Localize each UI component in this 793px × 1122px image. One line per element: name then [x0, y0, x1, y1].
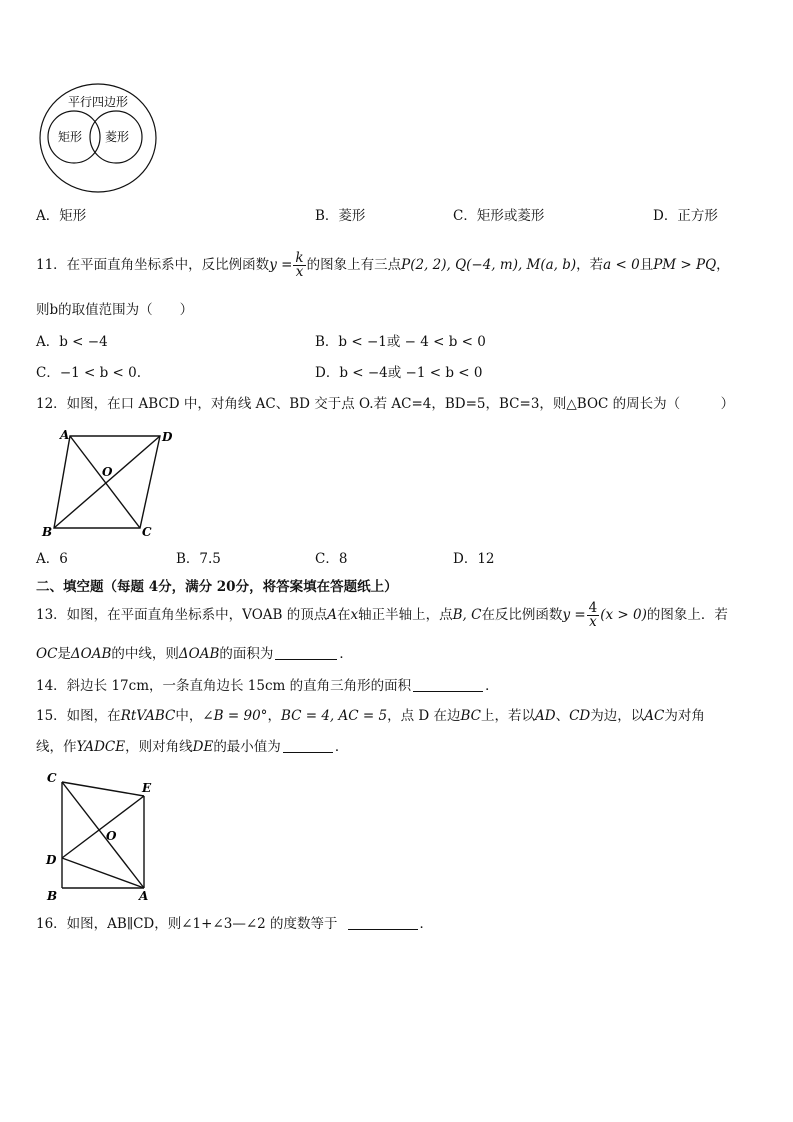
q13-part2: 在	[336, 607, 351, 623]
q15-cd: CD	[569, 708, 591, 724]
venn-left-label: 矩形	[58, 130, 83, 144]
q15-part1: 15．如图，在	[36, 708, 121, 724]
q15-bc2: BC	[460, 708, 481, 724]
q13-line1	[36, 600, 728, 630]
q13-bc: B, C	[452, 607, 482, 623]
q15-label-a: A	[139, 889, 149, 903]
q11-line2: 则b的取值范围为（ ）	[36, 302, 194, 318]
q15-label-e: E	[142, 781, 152, 795]
q15-parallelogram: YADCE	[76, 739, 126, 755]
q11-frac-den: x	[295, 264, 304, 280]
q13-is: 是	[57, 646, 71, 662]
q11-fraction	[293, 252, 305, 279]
q15-segment-ce	[62, 782, 144, 796]
q15-line2-c: ，则对角线	[125, 739, 193, 755]
q14-text: 14．斜边长 17cm，一条直角边长 15cm 的直角三角形的面积	[36, 678, 412, 694]
q13-yeq: y =	[562, 607, 586, 623]
q15-line2-e: 的最小值为	[213, 739, 281, 755]
q12-option-b: B．7.5	[176, 551, 221, 567]
q13-area: 的面积为	[219, 646, 274, 662]
q11-frac-num: k	[295, 250, 304, 266]
q15-line1	[36, 707, 705, 725]
q15-angle: ∠B = 90°	[202, 708, 268, 724]
q10-option-d: D．正方形	[653, 208, 718, 224]
q10-option-c: C．矩形或菱形	[453, 208, 545, 224]
q12-stem: 12．如图，在口 ABCD 中，对角线 AC、BD 交于点 O.若 AC=4，BD=5，BC=3，则△BOC 的周长为（ ）	[36, 396, 735, 412]
q12-label-o: O	[102, 465, 113, 479]
q12-diagonal-ac	[70, 436, 140, 528]
q11-cond-join: 且	[639, 257, 654, 273]
q15-label-d: D	[46, 853, 57, 867]
q12-label-d: D	[162, 430, 173, 444]
q15-part6: 为边，以	[590, 708, 645, 724]
q12-option-d: D．12	[453, 551, 495, 567]
q14-answer-blank[interactable]	[413, 678, 483, 692]
q14-line	[36, 677, 499, 695]
q15-segment-de	[62, 796, 144, 858]
q13-part4: 在反比例函数	[481, 607, 563, 623]
q15-figure	[36, 768, 166, 906]
q14-end: ．	[485, 678, 499, 694]
q15-part7: 为对角	[664, 708, 705, 724]
q12-option-c: C．8	[315, 551, 348, 567]
q15-label-o: O	[106, 829, 117, 843]
q11-line1: 11．在平面直角坐标系中，反比例函数y = $\frac{k}{x}$ 的图象上有三点P(2, 2), Q(−4, m), M(a, b)，若a < 0且PM > PQ，	[36, 250, 730, 280]
q15-part5: 上，若以	[481, 708, 535, 724]
q13-line2	[36, 645, 353, 663]
q13-part3: 轴正半轴上，点	[358, 607, 453, 623]
q15-ac: AC	[644, 708, 665, 724]
q15-part3: ，	[267, 708, 281, 724]
q11-option-d: D．b < −4或 −1 < b < 0	[315, 365, 483, 381]
q15-label-c: C	[47, 771, 57, 785]
q15-de: DE	[192, 739, 214, 755]
q13-frac-num: 4	[588, 600, 598, 616]
q15-line2	[36, 738, 348, 756]
q15-ad: AD	[535, 708, 556, 724]
venn-diagram	[36, 82, 166, 198]
q16-line	[36, 915, 433, 933]
q13-end: ．	[339, 646, 353, 662]
q13-triangle-1: ΔOAB	[70, 646, 112, 662]
q13-a: A	[327, 607, 337, 623]
q15-part4: ，点 D 在边	[387, 708, 461, 724]
q11-option-a: A．b < −4	[36, 334, 108, 350]
q15-answer-blank[interactable]	[283, 739, 333, 753]
q11-option-c: C．−1 < b < 0.	[36, 365, 142, 381]
venn-right-label: 菱形	[105, 130, 130, 144]
q13-fraction	[587, 602, 600, 629]
q15-end: ．	[334, 739, 349, 755]
q15-rt: RtVABC	[120, 708, 176, 724]
q12-label-b: B	[42, 525, 53, 539]
q12-diagonal-bd	[54, 436, 160, 528]
q13-answer-blank[interactable]	[275, 646, 337, 660]
q12-label-c: C	[142, 525, 152, 539]
q16-text: 16．如图，AB∥CD，则∠1+∠3—∠2 的度数等于	[36, 916, 338, 932]
q13-part1: 13．如图，在平面直角坐标系中，VOAB 的顶点	[36, 607, 328, 623]
q11-mid: 的图象上有三点	[306, 257, 402, 273]
q12-parallelogram-figure	[36, 424, 186, 542]
section-title: 二、填空题（每题 4分，满分 20分，将答案填在答题纸上）	[36, 579, 398, 595]
q12-label-a: A	[60, 428, 70, 442]
q11-cond-pre: ，若	[576, 257, 604, 273]
q15-segment-ca	[62, 782, 144, 888]
q11-cond2: PM > PQ	[653, 257, 717, 273]
q16-answer-blank[interactable]	[348, 916, 418, 930]
q13-triangle-2: ΔOAB	[178, 646, 220, 662]
q15-sep: 、	[555, 708, 570, 724]
q11-points: P(2, 2), Q(−4, m), M(a, b)	[401, 257, 577, 273]
q10-option-b: B．菱形	[315, 208, 366, 224]
q13-cond: (x > 0)	[600, 607, 647, 623]
q15-label-b: B	[47, 889, 58, 903]
q13-x: x	[350, 607, 359, 623]
q15-line2-a: 线，作	[36, 739, 77, 755]
q15-part2: 中，	[175, 708, 203, 724]
q11-prefix: 11．在平面直角坐标系中，反比例函数	[36, 257, 270, 273]
q11-yeq: y =	[269, 257, 293, 273]
q12-option-a: A．6	[36, 551, 68, 567]
q11-option-b: B．b < −1或 − 4 < b < 0	[315, 334, 486, 350]
q16-end: ．	[419, 916, 434, 932]
venn-outer-label: 平行四边形	[68, 95, 129, 109]
q10-option-a: A．矩形	[36, 208, 87, 224]
q13-oc: OC	[36, 646, 58, 662]
q15-bc: BC = 4, AC = 5	[280, 708, 388, 724]
q11-cond1: a < 0	[603, 257, 640, 273]
q13-frac-den: x	[589, 614, 597, 630]
q13-median: 的中线，则	[111, 646, 179, 662]
q13-part5: 的图象上．若	[646, 607, 728, 623]
